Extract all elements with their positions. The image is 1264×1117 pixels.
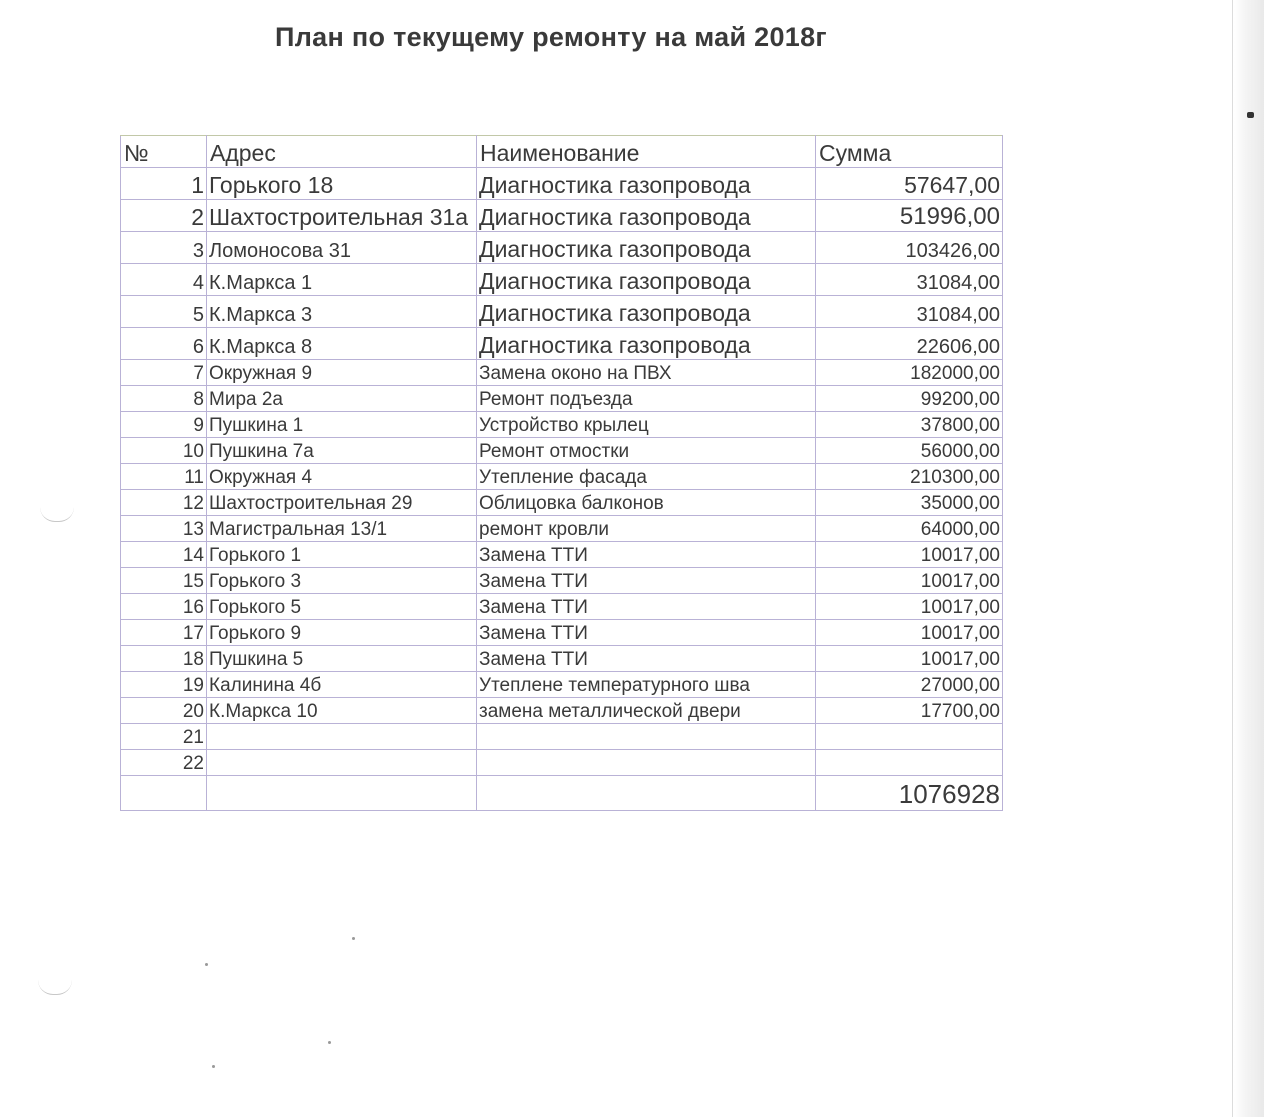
row-name: Диагностика газопровода [477,296,816,328]
scan-mark [1247,112,1254,118]
total-cell-empty [477,776,816,811]
table-row [121,328,1003,360]
row-sum: 27000,00 [816,672,1003,698]
total-row [121,776,1003,811]
table-row [121,724,1003,750]
table-row [121,360,1003,386]
row-address: Горького 18 [207,168,477,200]
row-sum: 31084,00 [816,296,1003,328]
scan-speck [205,963,208,966]
row-number: 7 [121,360,207,386]
total-cell-empty [207,776,477,811]
row-sum: 35000,00 [816,490,1003,516]
punch-hole-mark [38,980,72,995]
row-sum: 57647,00 [816,168,1003,200]
table-row [121,750,1003,776]
document-title: План по текущему ремонту на май 2018г [275,22,827,52]
row-number: 19 [121,672,207,698]
row-address: Магистральная 13/1 [207,516,477,542]
row-sum: 10017,00 [816,542,1003,568]
row-name: замена металлической двери [477,698,816,724]
table-row [121,646,1003,672]
row-sum: 10017,00 [816,594,1003,620]
row-number: 1 [121,168,207,200]
row-name: Диагностика газопровода [477,168,816,200]
row-number: 6 [121,328,207,360]
header-name: Наименование [477,136,816,168]
row-sum: 10017,00 [816,568,1003,594]
row-name: Замена ТТИ [477,542,816,568]
table-row [121,200,1003,232]
row-number: 16 [121,594,207,620]
row-address: Калинина 4б [207,672,477,698]
row-address: К.Маркса 8 [207,328,477,360]
row-sum: 22606,00 [816,328,1003,360]
table-row [121,568,1003,594]
row-sum: 99200,00 [816,386,1003,412]
scan-speck [352,937,355,940]
row-number: 3 [121,232,207,264]
table-row [121,516,1003,542]
row-address: Шахтостроительная 31а [207,200,477,232]
row-name: Утеплене температурного шва [477,672,816,698]
row-sum: 182000,00 [816,360,1003,386]
table-row [121,438,1003,464]
row-number: 12 [121,490,207,516]
row-address: Мира 2а [207,386,477,412]
table-row [121,490,1003,516]
row-number: 21 [121,724,207,750]
row-address: К.Маркса 3 [207,296,477,328]
row-address: Окружная 4 [207,464,477,490]
row-name: Замена оконо на ПВХ [477,360,816,386]
row-name: Замена ТТИ [477,646,816,672]
row-sum [816,750,1003,776]
row-address: Горького 9 [207,620,477,646]
header-sum: Сумма [816,136,1003,168]
row-name [477,724,816,750]
row-number: 22 [121,750,207,776]
row-number: 8 [121,386,207,412]
header-number: № [121,136,207,168]
table-row [121,168,1003,200]
total-cell-empty [121,776,207,811]
row-number: 17 [121,620,207,646]
row-name: Облицовка балконов [477,490,816,516]
row-name: ремонт кровли [477,516,816,542]
row-name: Диагностика газопровода [477,328,816,360]
row-name: Ремонт отмостки [477,438,816,464]
row-name: Утепление фасада [477,464,816,490]
row-sum [816,724,1003,750]
total-sum: 1076928 [816,776,1003,811]
row-name: Диагностика газопровода [477,200,816,232]
repair-plan-table [120,135,1003,811]
row-address: Горького 1 [207,542,477,568]
row-address: Горького 3 [207,568,477,594]
row-number: 13 [121,516,207,542]
header-address: Адрес [207,136,477,168]
table-row [121,264,1003,296]
row-sum: 210300,00 [816,464,1003,490]
row-name: Ремонт подъезда [477,386,816,412]
punch-hole-mark [40,507,74,522]
row-name: Диагностика газопровода [477,264,816,296]
row-number: 18 [121,646,207,672]
row-name: Замена ТТИ [477,594,816,620]
table-header-row [121,136,1003,168]
row-number: 14 [121,542,207,568]
row-sum: 10017,00 [816,646,1003,672]
row-sum: 51996,00 [816,200,1003,232]
row-number: 20 [121,698,207,724]
row-sum: 64000,00 [816,516,1003,542]
row-sum: 10017,00 [816,620,1003,646]
row-number: 10 [121,438,207,464]
table-row [121,232,1003,264]
table-row [121,464,1003,490]
page-edge-line [1232,0,1233,1117]
row-number: 11 [121,464,207,490]
table-row [121,542,1003,568]
row-number: 5 [121,296,207,328]
row-number: 2 [121,200,207,232]
row-sum: 56000,00 [816,438,1003,464]
row-address: Пушкина 5 [207,646,477,672]
table-row [121,412,1003,438]
row-number: 9 [121,412,207,438]
table-row [121,620,1003,646]
row-name: Замена ТТИ [477,568,816,594]
row-address: Ломоносова 31 [207,232,477,264]
table-row [121,672,1003,698]
table-row [121,386,1003,412]
table-row [121,296,1003,328]
row-name: Устройство крылец [477,412,816,438]
row-address: Шахтостроительная 29 [207,490,477,516]
row-sum: 103426,00 [816,232,1003,264]
row-address: К.Маркса 1 [207,264,477,296]
row-address: Окружная 9 [207,360,477,386]
row-address: Пушкина 1 [207,412,477,438]
row-name: Замена ТТИ [477,620,816,646]
row-sum: 17700,00 [816,698,1003,724]
row-address: Пушкина 7а [207,438,477,464]
row-number: 15 [121,568,207,594]
scan-speck [328,1041,331,1044]
row-address [207,750,477,776]
row-sum: 37800,00 [816,412,1003,438]
table-row [121,594,1003,620]
table-row [121,698,1003,724]
row-number: 4 [121,264,207,296]
row-name [477,750,816,776]
page-edge [1234,0,1264,1117]
scan-speck [212,1065,215,1068]
row-address [207,724,477,750]
row-address: Горького 5 [207,594,477,620]
row-address: К.Маркса 10 [207,698,477,724]
row-name: Диагностика газопровода [477,232,816,264]
row-sum: 31084,00 [816,264,1003,296]
